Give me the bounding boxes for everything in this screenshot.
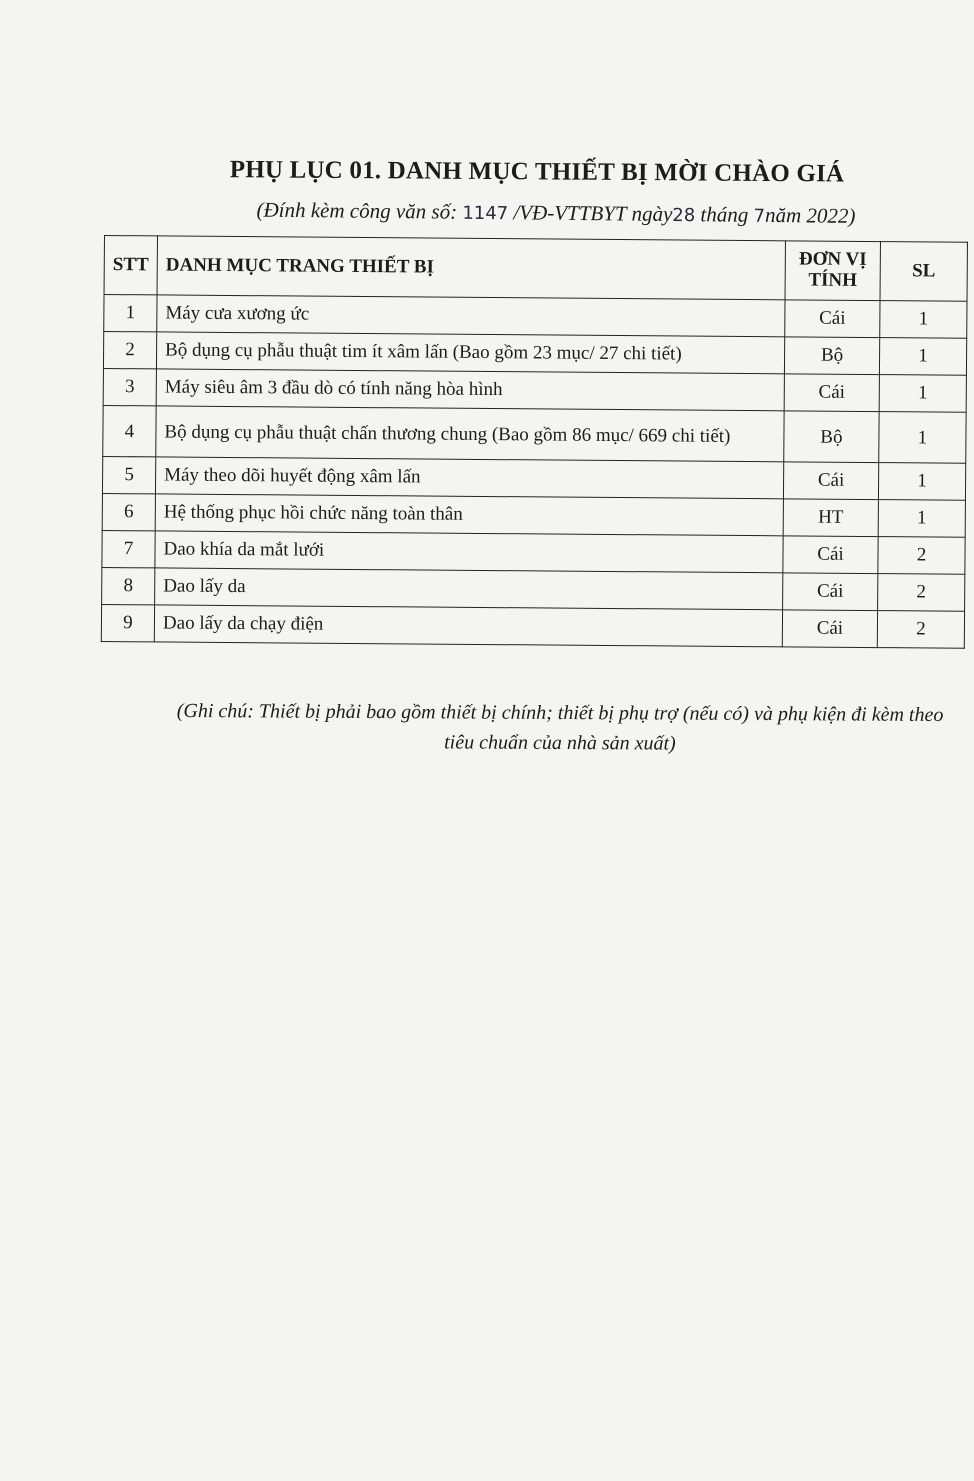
row-quantity: 1 (879, 375, 966, 413)
header-unit: ĐƠN VỊ TÍNH (785, 241, 880, 301)
row-equipment-name: Máy siêu âm 3 đầu dò có tính năng hòa hình (156, 369, 784, 411)
row-stt: 6 (102, 493, 155, 530)
row-quantity: 1 (879, 338, 966, 376)
row-stt: 3 (103, 368, 156, 405)
row-equipment-name: Máy theo dõi huyết động xâm lấn (155, 457, 783, 499)
row-quantity: 1 (878, 463, 965, 501)
subtitle-suffix: năm 2022) (764, 202, 856, 228)
row-quantity: 1 (880, 301, 967, 339)
row-equipment-name: Bộ dụng cụ phẫu thuật tim ít xâm lấn (Bao gồm 23 mục/ 27 chi tiết) (156, 332, 784, 374)
row-stt: 8 (102, 567, 155, 604)
footnote: (Ghi chú: Thiết bị phải bao gồm thiết bị chính; thiết bị phụ trợ (nếu có) và phụ kiện đi kèm theo tiêu chuẩn của nhà sản xuất) (176, 699, 944, 755)
row-stt: 1 (104, 295, 157, 332)
row-stt: 7 (102, 530, 155, 567)
subtitle-middle: /VĐ-VTTBYT ngày (513, 200, 673, 226)
row-equipment-name: Dao lấy da (155, 568, 783, 610)
row-quantity: 2 (878, 574, 965, 612)
document-subtitle (0, 195, 974, 230)
row-equipment-name: Dao khía da mắt lưới (155, 531, 783, 573)
row-stt: 2 (103, 332, 156, 369)
row-quantity: 1 (879, 412, 966, 464)
row-unit: Bộ (784, 337, 879, 375)
row-unit: Cái (785, 300, 880, 338)
row-stt: 9 (101, 604, 154, 641)
row-quantity: 2 (877, 611, 964, 649)
row-unit: Bộ (784, 411, 879, 463)
header-equipment-name: DANH MỤC TRANG THIẾT BỊ (157, 236, 785, 300)
row-equipment-name: Hệ thống phục hồi chức năng toàn thân (155, 494, 783, 536)
subtitle-month-label: tháng (700, 202, 749, 227)
handwritten-month: 7 (753, 205, 766, 227)
row-unit: Cái (782, 610, 877, 648)
subtitle-prefix: (Đính kèm công văn số: (256, 197, 458, 224)
row-quantity: 1 (878, 500, 965, 538)
row-equipment-name: Dao lấy da chạy điện (154, 605, 782, 647)
row-unit: HT (783, 499, 878, 537)
header-quantity: SL (880, 242, 967, 302)
row-stt: 5 (102, 456, 155, 493)
row-stt: 4 (103, 405, 156, 456)
row-unit: Cái (783, 536, 878, 574)
table-header-row (104, 236, 967, 302)
table-row (103, 405, 966, 463)
equipment-table (101, 235, 968, 649)
handwritten-document-number: 1147 (462, 202, 509, 225)
row-equipment-name: Máy cưa xương ức (157, 295, 785, 337)
row-unit: Cái (783, 462, 878, 500)
header-stt: STT (104, 236, 157, 295)
row-unit: Cái (784, 374, 879, 412)
row-quantity: 2 (878, 537, 965, 575)
document-title: PHỤ LỤC 01. DANH MỤC THIẾT BỊ MỜI CHÀO GIÁ (229, 156, 845, 188)
row-unit: Cái (783, 573, 878, 611)
row-equipment-name: Bộ dụng cụ phẫu thuật chấn thương chung (Bao gồm 86 mục/ 669 chi tiết) (156, 406, 784, 462)
handwritten-day: 28 (672, 204, 696, 227)
table-row (101, 604, 964, 648)
